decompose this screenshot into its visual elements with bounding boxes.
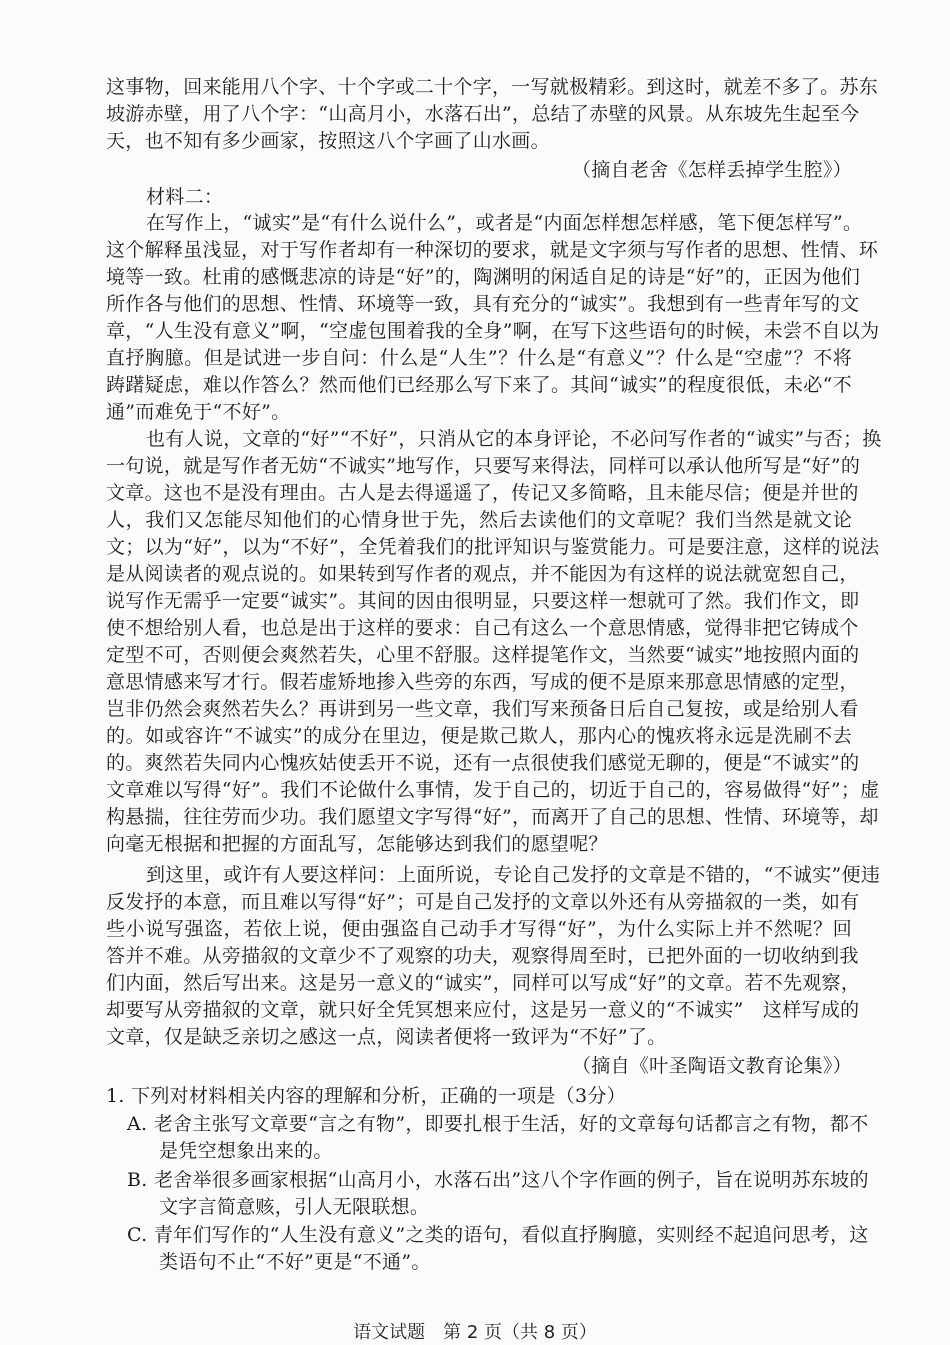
text-line: 一句说，就是写作者无妨“不诚实”地写作，只要写来得法，同样可以承认他所写是“好”的 bbox=[106, 455, 861, 477]
text-line: 直抒胸臆。但是试进一步自问：什么是“人生”？什么是“有意义”？什么是“空虚”？不将 bbox=[106, 347, 852, 369]
text-line: 的。爽然若失同内心愧疚姑使丢开不说，还有一点很使我们感觉无聊的，便是“不诚实”的 bbox=[106, 752, 860, 774]
text-line: 文；以为“好”，以为“不好”，全凭着我们的批评知识与鉴赏能力。可是要注意，这样的说法 bbox=[106, 536, 880, 558]
option-c-line1: C. 青年们写作的“人生没有意义”之类的语句，看似直抒胸臆，实则经不起追问思考，这 bbox=[127, 1224, 869, 1246]
text-line: 的。如或容许“不诚实”的成分在里边，便是欺己欺人，那内心的愧疚将永远是洗刷不去 bbox=[106, 725, 852, 747]
text-line: 岂非仍然会爽然若失么？再讲到另一些文章，我们写来预备日后自己复按，或是给别人看 bbox=[106, 698, 859, 720]
text-line: 向毫无根据和把握的方面乱写，怎能够达到我们的愿望呢？ bbox=[106, 833, 608, 855]
text-line: 文章难以写得“好”。我们不论做什么事情，发于自己的，切近于自己的，容易做得“好”；虚 bbox=[106, 779, 880, 801]
option-b-line2: 文字言简意赅，引人无限联想。 bbox=[159, 1196, 430, 1218]
source-citation: （摘自老舍《怎样丢掉学生腔》） bbox=[571, 159, 852, 181]
text-line: 通”而难免于“不好”。 bbox=[106, 401, 291, 423]
text-line: 到这里，或许有人要这样问：上面所说，专论自己发抒的文章是不错的，“不诚实”便违 bbox=[146, 864, 881, 886]
option-c-line2: 类语句不止“不好”更是“不通”。 bbox=[159, 1251, 431, 1273]
text-line: 在写作上，“诚实”是“有什么说什么”，或者是“内面怎样想怎样感，笔下便怎样写”。 bbox=[146, 212, 863, 234]
text-line: 说写作无需乎一定要“诚实”。其间的因由很明显，只要这样一想就可了然。我们作文，即 bbox=[106, 590, 860, 612]
text-line: 天，也不知有多少画家，按照这八个字画了山水画。 bbox=[106, 130, 550, 152]
question-stem: 1. 下列对材料相关内容的理解和分析，正确的一项是（3分） bbox=[106, 1085, 626, 1107]
text-line: 们内面，然后写出来。这是另一意义的“诚实”，同样可以写成“好”的文章。若不先观察， bbox=[106, 972, 861, 994]
text-line: 是从阅读者的观点说的。如果转到写作者的观点，并不能因为有这样的说法就宽恕自己， bbox=[106, 563, 859, 585]
option-b-line1: B. 老舍举很多画家根据“山高月小，水落石出”这八个字作画的例子，旨在说明苏东坡的 bbox=[127, 1169, 869, 1191]
text-line: 使不想给别人看，也总是出于这样的要求：自己有这么一个意思情感，觉得非把它铸成个 bbox=[106, 617, 859, 639]
text-line: 文章。这也不是没有理由。古人是去得遥遥了，传记又多简略，且未能尽信；便是并世的 bbox=[106, 482, 859, 504]
text-line: 却要写从旁描叙的文章，就只好全凭冥想来应付，这是另一意义的“不诚实” 这样写成的 bbox=[106, 999, 860, 1021]
text-line: 也有人说，文章的“好”“不好”，只消从它的本身评论，不必问写作者的“诚实”与否；换 bbox=[146, 428, 882, 450]
text-line: 人，我们又怎能尽知他们的心情身世于先，然后去读他们的文章呢？我们当然是就文论 bbox=[106, 509, 852, 531]
text-line: 坡游赤壁，用了八个字：“山高月小，水落石出”，总结了赤壁的风景。从东坡先生起至今 bbox=[106, 103, 860, 125]
text-line: 章，“人生没有意义”啊，“空虚包围着我的全身”啊，在写下这些语句的时候，未尝不自以为 bbox=[106, 320, 880, 342]
page-footer: 语文试题 第 2 页（共 8 页） bbox=[353, 1322, 597, 1343]
text-line: 意思情感来写才行。假若虚矫地掺入些旁的东西，写成的便不是原来那意思情感的定型， bbox=[106, 671, 859, 693]
text-line: 踌躇疑虑，难以作答么？然而他们已经那么写下来了。其间“诚实”的程度很低，未必“不 bbox=[106, 374, 852, 396]
text-line: 文章，仅是缺乏亲切之感这一点，阅读者便将一致评为“不好”了。 bbox=[106, 1026, 667, 1048]
text-line: 这个解释虽浅显，对于写作者却有一种深切的要求，就是文字须与写作者的思想、性情、环 bbox=[106, 239, 879, 261]
text-line: 反发抒的本意，而且难以写得“好”；可是自己发抒的文章以外还有从旁描叙的一类，如有 bbox=[106, 891, 860, 913]
text-line: 境等一致。杜甫的感慨悲凉的诗是“好”的，陶渊明的闲适自足的诗是“好”的，正因为他们 bbox=[106, 266, 861, 288]
text-line: 些小说写强盗，若依上说，便由强盗自己动手才写得“好”，为什么实际上并不然呢？回 bbox=[106, 918, 852, 940]
text-line: 答并不难。从旁描叙的文章少不了观察的功夫，观察得周至时，已把外面的一切收纳到我 bbox=[106, 945, 859, 967]
text-line: 构悬揣，往往劳而少功。我们愿望文字写得“好”，而离开了自己的思想、性情、环境等，却 bbox=[106, 806, 879, 828]
material-heading: 材料二： bbox=[146, 186, 224, 208]
text-line: 这事物，回来能用八个字、十个字或二十个字，一写就极精彩。到这时，就差不多了。苏东 bbox=[106, 76, 879, 98]
text-line: 所作各与他们的思想、性情、环境等一致，具有充分的“诚实”。我想到有一些青年写的文 bbox=[106, 293, 860, 315]
text-line: 定型不可，否则便会爽然若失，心里不舒服。这样提笔作文，当然要“诚实”地按照内面的 bbox=[106, 644, 860, 666]
option-a-line2: 是凭空想象出来的。 bbox=[159, 1140, 333, 1162]
option-a-line1: A. 老舍主张写文章要“言之有物”，即要扎根于生活，好的文章每句话都言之有物，都不 bbox=[127, 1113, 869, 1135]
source-citation: （摘自《叶圣陶语文教育论集》） bbox=[571, 1055, 852, 1077]
